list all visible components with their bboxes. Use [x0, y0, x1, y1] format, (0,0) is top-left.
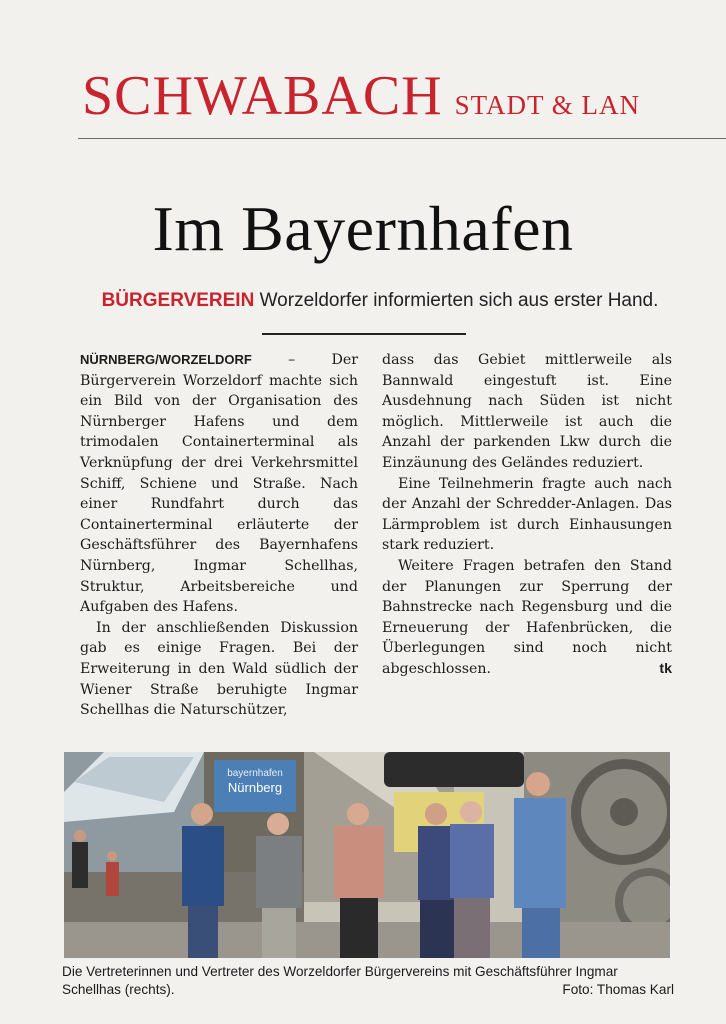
headline: Im Bayernhafen — [152, 193, 574, 264]
group-photo-illustration — [64, 752, 670, 958]
paragraph-1-text: – Der Bürgerverein Worzeldorf machte sich ein Bild von der Organisation des Nürnberger Hafens und dem trimodalen Containerterminal als Verknüpfung der drei Verkehrsmittel Schiff, Schiene und Straße. Nach einer Rundfahrt durch das Containerterminal erläuterte der Geschäftsführer des Bayernhafens Nürnberg, Ingmar Schellhas, Struktur, Arbeitsbereiche und Aufgaben des Hafens. — [80, 352, 358, 616]
paragraph-5-text: Weitere Fragen betrafen den Stand der Planungen zur Sperrung der Bahnstrecke nach Regensburg und die Erneuerung der Hafenbrücken, die Überlegungen sind noch nicht abgeschlossen. — [382, 557, 672, 677]
photo-caption: Die Vertreterinnen und Vertreter des Worzeldorfer Bürgervereins mit Geschäftsführer Ingmar Schellhas (rechts). — [62, 964, 618, 997]
dateline: NÜRNBERG/WORZELDORF — [80, 352, 252, 367]
paragraph-1 — [80, 350, 358, 618]
group-photo — [64, 752, 670, 958]
photo-credit: Foto: Thomas Karl — [562, 982, 674, 997]
paragraph-2: In der anschließenden Diskussion gab es einige Fragen. Bei der Erweiterung in den Wald südlich der Wiener Straße beruhigte Ingmar Schellhas die Naturschützer, — [80, 619, 358, 719]
subheadline — [60, 290, 700, 312]
masthead — [82, 65, 640, 127]
author-signature: tk — [659, 660, 672, 677]
article-column-left — [80, 350, 358, 721]
article-column-right — [382, 350, 672, 680]
subhead-rule — [262, 333, 466, 335]
kicker: BÜRGERVEREIN — [101, 290, 255, 311]
sign-line-2: Nürnberg — [227, 780, 283, 795]
paragraph-5 — [382, 556, 672, 680]
masthead-rule — [78, 138, 726, 139]
sign-line-1: bayernhafen — [227, 768, 283, 779]
paragraph-4: Eine Teilnehmerin fragte auch nach der Anzahl der Schredder-Anlagen. Das Lärmproblem ist durch Einhausungen stark reduziert. — [382, 475, 672, 554]
paragraph-3: dass das Gebiet mittlerweile als Bannwald eingestuft ist. Eine Ausdehnung nach Süden ist nicht möglich. Mittlerweile ist auch die Anzahl der parkenden Lkw durch die Einzäunung des Geländes reduziert. — [382, 352, 672, 471]
masthead-city: SCHWABACH — [82, 65, 443, 127]
subhead-text: Worzeldorfer informierten sich aus erster Hand. — [259, 290, 659, 311]
masthead-section: STADT & LAN — [454, 90, 640, 120]
photo-caption-block — [62, 963, 674, 999]
